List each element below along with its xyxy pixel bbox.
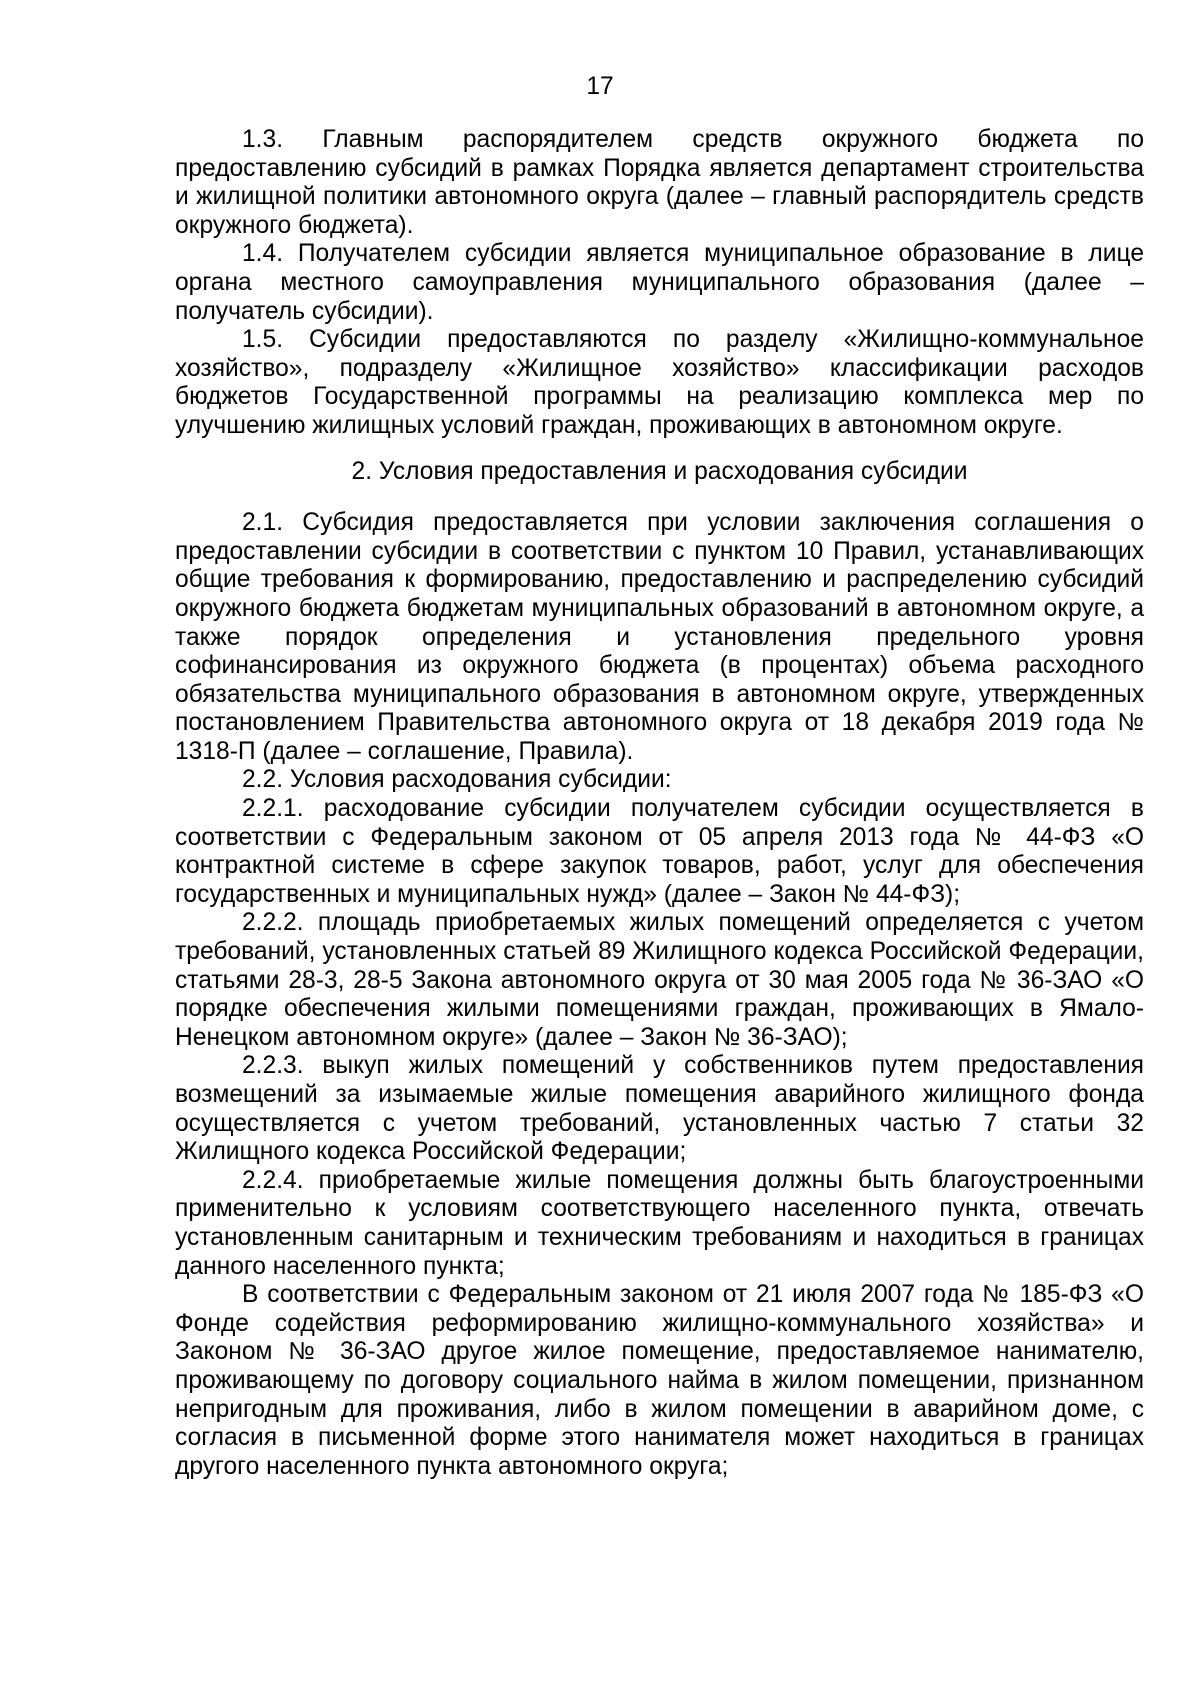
- page-number: 17: [586, 73, 614, 100]
- paragraph-2-2-2: 2.2.2. площадь приобретаемых жилых помещений определяется с учетом требований, установленных статьей 89 Жилищного кодекса Российской Федерации, статьями 28-3, 28-5 Закона автономного округа от 30 мая 2005 года № 36-ЗАО «О порядке обеспечения жилыми помещениями граждан, проживающих в Ямало-Ненецком автономном округе» (далее – Закон № 36-ЗАО);: [175, 909, 1144, 1051]
- paragraph-2-2-1: 2.2.1. расходование субсидии получателем субсидии осуществляется в соответствии с Федеральным законом от 05 апреля 2013 года № 44-ФЗ «О контрактной системе в сфере закупок товаров, работ, услуг для обеспечения государственных и муниципальных нужд» (далее – Закон № 44-ФЗ);: [175, 795, 1144, 908]
- paragraph-2-2-3: 2.2.3. выкуп жилых помещений у собственников путем предоставления возмещений за изымаемые жилые помещения аварийного жилищного фонда осуществляется с учетом требований, установленных частью 7 статьи 32 Жилищного кодекса Российской Федерации;: [175, 1052, 1144, 1166]
- document-body: [175, 126, 1144, 1481]
- paragraph-federal-law: В соответствии с Федеральным законом от 21 июля 2007 года № 185-ФЗ «О Фонде содействия реформированию жилищно-коммунального хозяйства» и Законом № 36-ЗАО другое жилое помещение, предоставляемое нанимателю, проживающему по договору социального найма в жилом помещении, признанном непригодным для проживания, либо в жилом помещении в аварийном доме, с согласия в письменной форме этого нанимателя может находиться в границах другого населенного пункта автономного округа;: [175, 1281, 1144, 1480]
- paragraph-2-2-4: 2.2.4. приобретаемые жилые помещения должны быть благоустроенными применительно к условиям соответствующего населенного пункта, отвечать установленным санитарным и техническим требованиям и находиться в границах данного населенного пункта;: [175, 1166, 1144, 1280]
- section-heading: 2. Условия предоставления и расходования субсидии: [351, 457, 968, 485]
- paragraph-1-5: 1.5. Субсидии предоставляются по разделу «Жилищно-коммунальное хозяйство», подразделу «Жилищное хозяйство» классификации расходов бюджетов Государственной программы на реализацию комплекса мер по улучшению жилищных условий граждан, проживающих в автономном округе.: [175, 326, 1144, 439]
- paragraph-2-1: 2.1. Субсидия предоставляется при условии заключения соглашения о предоставлении субсидии в соответствии с пунктом 10 Правил, устанавливающих общие требования к формированию, предоставлению и распределению субсидий окружного бюджета бюджетам муниципальных образований в автономном округе, а также порядок определения и установления предельного уровня софинансирования из окружного бюджета (в процентах) объема расходного обязательства муниципального образования в автономном округе, утвержденных постановлением Правительства автономного округа от 18 декабря 2019 года № 1318-П (далее – соглашение, Правила).: [175, 509, 1144, 765]
- paragraph-1-4: 1.4. Получателем субсидии является муниципальное образование в лице органа местного самоуправления муниципального образования (далее – получатель субсидии).: [175, 240, 1144, 325]
- paragraph-2-2: 2.2. Условия расходования субсидии:: [242, 766, 672, 794]
- paragraph-1-3: 1.3. Главным распорядителем средств окружного бюджета по предоставлению субсидий в рамках Порядка является департамент строительства и жилищной политики автономного округа (далее – главный распорядитель средств окружного бюджета).: [175, 126, 1144, 239]
